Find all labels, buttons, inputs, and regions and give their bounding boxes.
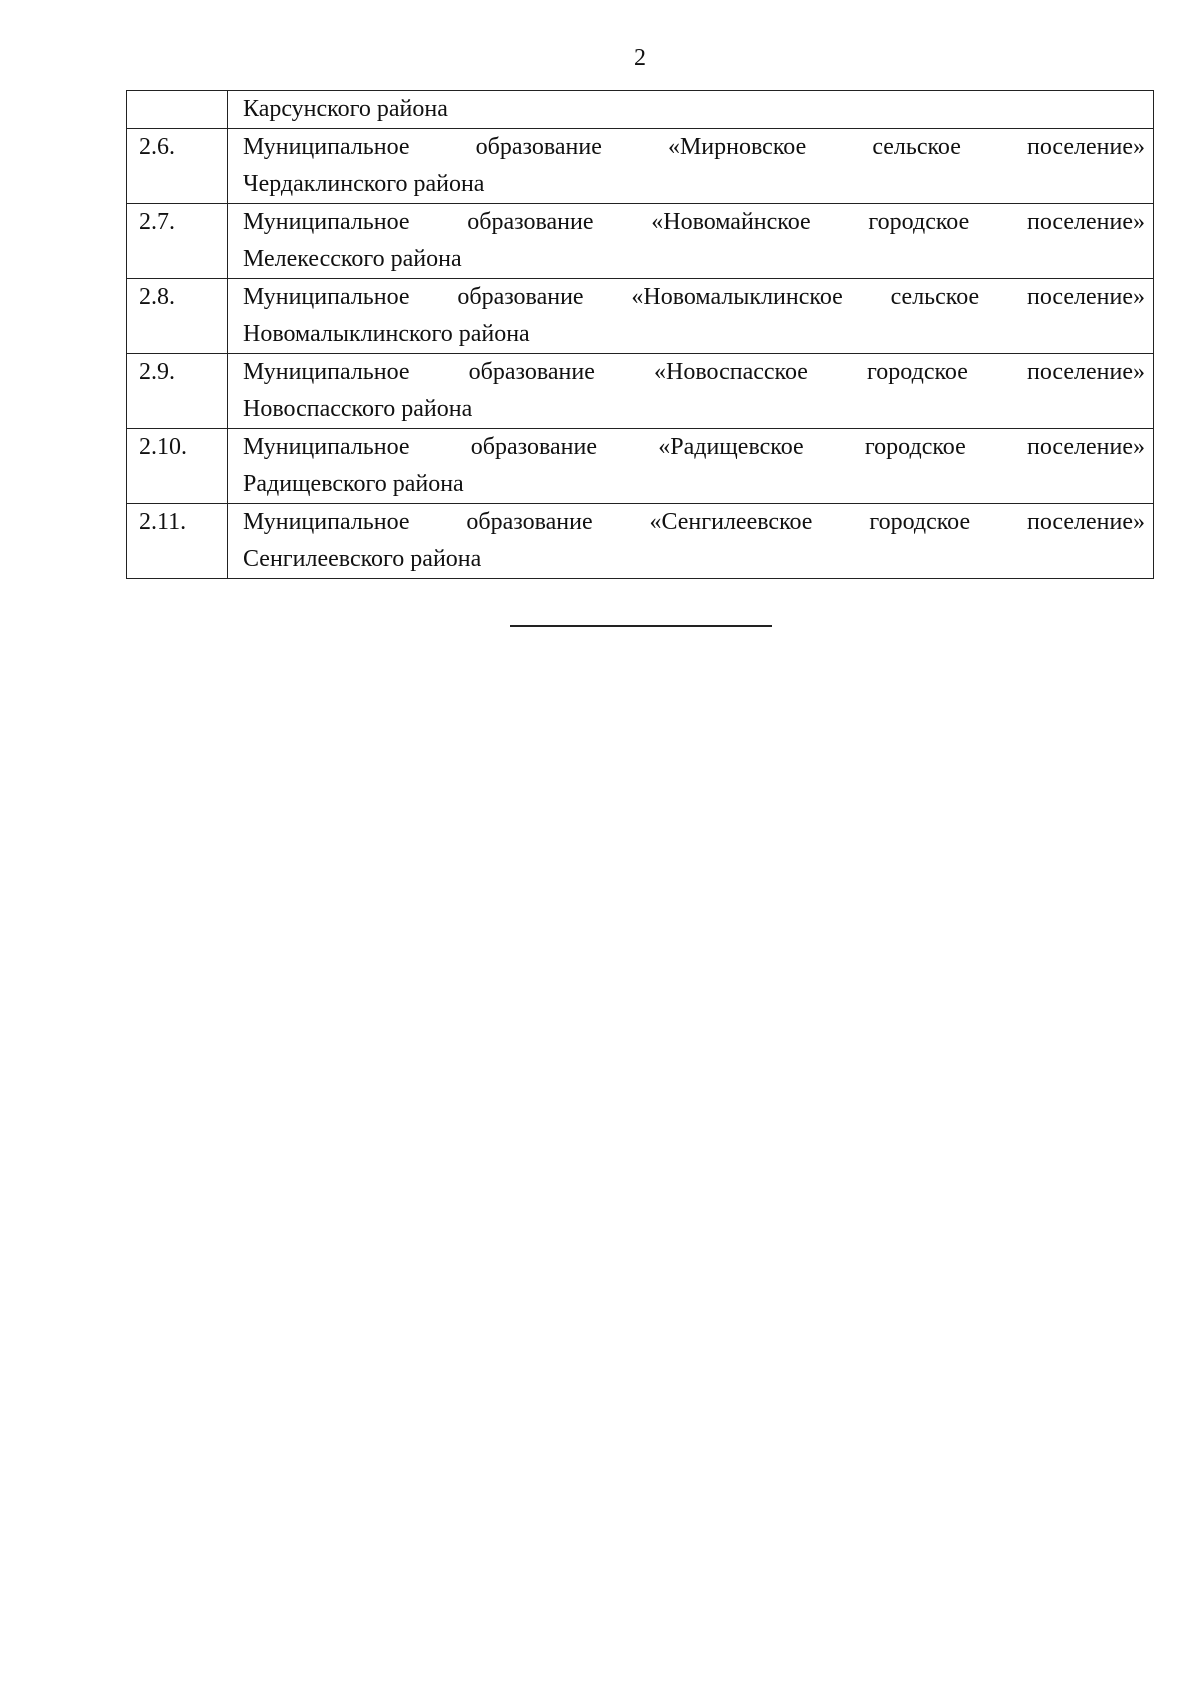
row-text-line2: Мелекесского района (243, 246, 462, 272)
row-text-line1: Муниципальное образование «Радищевское городское поселение» (243, 434, 1145, 460)
row-text-line2: Карсунского района (243, 96, 448, 122)
row-text-line1: Муниципальное образование «Новомайнское городское поселение» (243, 209, 1145, 235)
row-number: 2.6. (127, 129, 228, 204)
table-row (127, 504, 1154, 579)
table-row (127, 129, 1154, 204)
row-number: 2.9. (127, 354, 228, 429)
row-number: 2.11. (127, 504, 228, 579)
page-number: 2 (634, 45, 646, 71)
row-text (228, 279, 1154, 354)
row-text-line2: Новомалыклинского района (243, 321, 530, 347)
table-row (127, 354, 1154, 429)
row-text-line2: Чердаклинского района (243, 171, 485, 197)
row-text (228, 429, 1154, 504)
row-text-line2: Сенгилеевского района (243, 546, 482, 572)
table-row (127, 279, 1154, 354)
row-number (127, 91, 228, 129)
row-text-line1: Муниципальное образование «Мирновское сельское поселение» (243, 134, 1145, 160)
row-number: 2.8. (127, 279, 228, 354)
row-text-line1: Муниципальное образование «Новомалыклинское сельское поселение» (243, 284, 1145, 310)
municipalities-table (126, 90, 1154, 579)
row-text-line1: Муниципальное образование «Сенгилеевское городское поселение» (243, 509, 1145, 535)
row-text-line2: Радищевского района (243, 471, 464, 497)
row-text-line1: Муниципальное образование «Новоспасское городское поселение» (243, 359, 1145, 385)
end-divider (510, 625, 772, 627)
row-text (228, 204, 1154, 279)
row-text (228, 504, 1154, 579)
table-row (127, 429, 1154, 504)
row-text (228, 354, 1154, 429)
table-row (127, 91, 1154, 129)
row-text-line2: Новоспасского района (243, 396, 473, 422)
row-text (228, 91, 1154, 129)
row-number: 2.7. (127, 204, 228, 279)
table-row (127, 204, 1154, 279)
row-number: 2.10. (127, 429, 228, 504)
row-text (228, 129, 1154, 204)
